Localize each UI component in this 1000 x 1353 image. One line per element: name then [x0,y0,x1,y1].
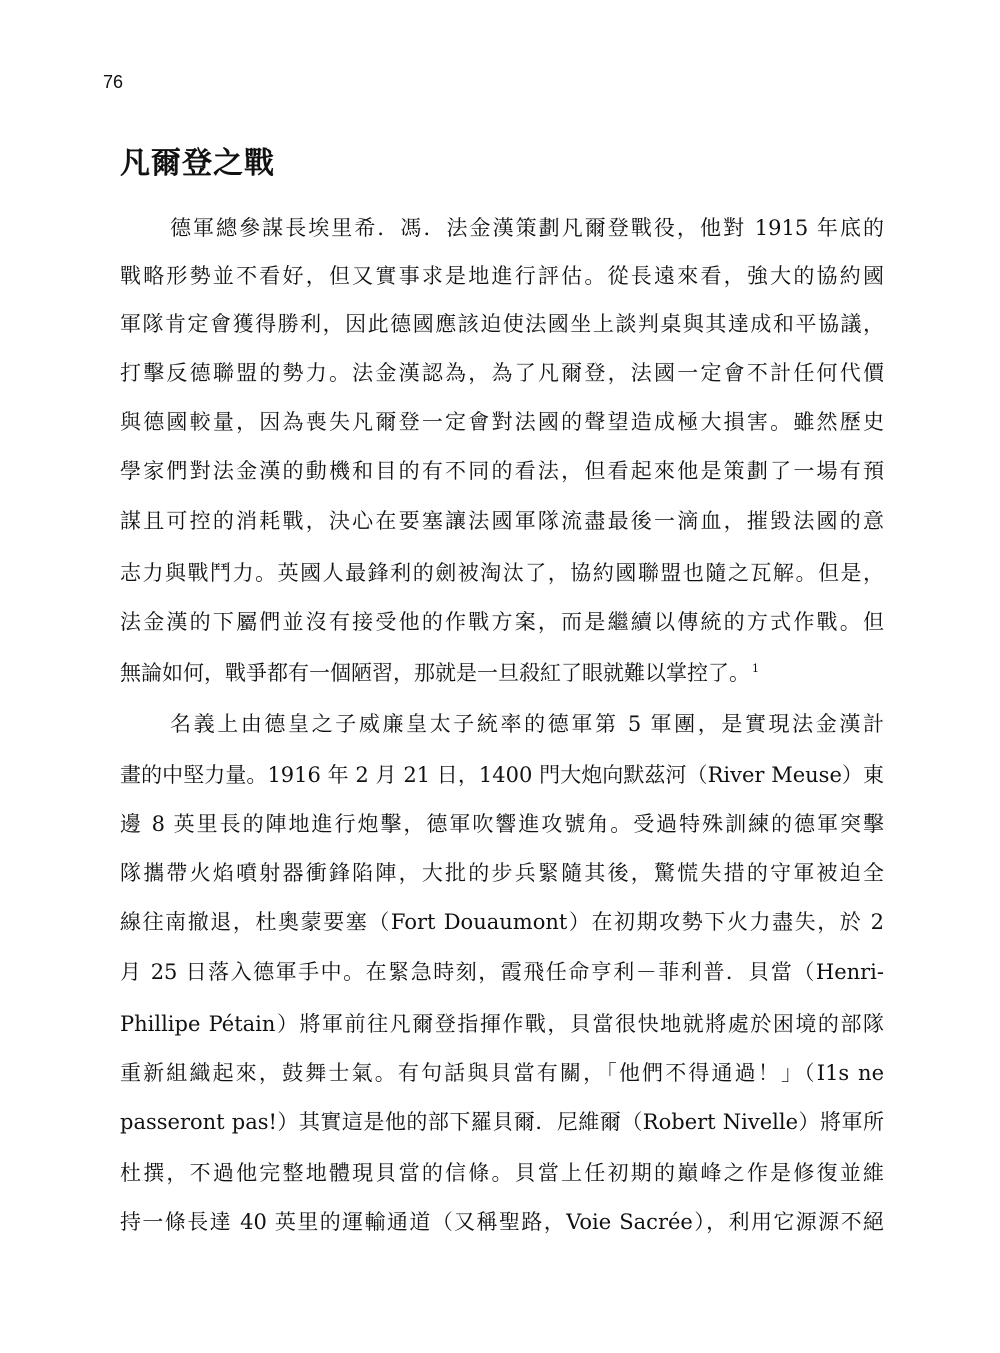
paragraph-2-line: 邊 8 英里長的陣地進行炮擊，德軍吹響進攻號角。受過特殊訓練的德軍突擊 [120,812,884,836]
paragraph-2-line: Phillipe Pétain）將軍前往凡爾登指揮作戰，貝當很快地就將處於困境的部隊 [120,1012,884,1036]
page-number: 76 [103,72,124,92]
paragraph-2-line: 線往南撤退，杜奧蒙要塞（Fort Douaumont）在初期攻勢下火力盡失，於 2 [120,910,884,934]
paragraph-2-line: 畫的中堅力量。1916 年 2 月 21 日，1400 門大炮向默茲河（River Meuse）東 [120,763,884,787]
paragraph-1-line: 打擊反德聯盟的勢力。法金漢認為，為了凡爾登，法國一定會不計任何代價 [120,361,884,385]
chapter-title: 凡爾登之戰 [120,146,275,181]
paragraph-1-line: 法金漢的下屬們並沒有接受他的作戰方案，而是繼續以傳統的方式作戰。但 [120,610,884,634]
paragraph-1-line: 德軍總參謀長埃里希．馮．法金漢策劃凡爾登戰役，他對 1915 年底的 [170,216,884,240]
footnote-marker: 1 [752,662,759,675]
paragraph-2-line: 重新組織起來，鼓舞士氣。有句話與貝當有關，「他們不得通過！」（I1s ne [120,1061,884,1085]
paragraph-1-last-line-text: 無論如何，戰爭都有一個陋習，那就是一旦殺紅了眼就難以掌控了。 [120,661,750,685]
paragraph-1-line: 學家們對法金漢的動機和目的有不同的看法，但看起來他是策劃了一場有預 [120,459,884,483]
paragraph-1-line: 志力與戰鬥力。英國人最鋒利的劍被淘汰了，協約國聯盟也隨之瓦解。但是， [120,561,884,585]
paragraph-2-line: 隊攜帶火焰噴射器衝鋒陷陣，大批的步兵緊隨其後，驚慌失措的守軍被迫全 [120,861,884,885]
paragraph-2-line: 杜撰，不過他完整地體現貝當的信條。貝當上任初期的巔峰之作是修復並維 [120,1161,884,1185]
paragraph-2-line: passeront pas!）其實這是他的部下羅貝爾．尼維爾（Robert Nivelle）將軍所 [120,1110,884,1134]
paragraph-1-line: 軍隊肯定會獲得勝利，因此德國應該迫使法國坐上談判桌與其達成和平協議， [120,312,884,336]
paragraph-1-line: 戰略形勢並不看好，但又實事求是地進行評估。從長遠來看，強大的協約國 [120,264,884,288]
paragraph-2-line: 持一條長達 40 英里的運輸通道（又稱聖路，Voie Sacrée），利用它源源不絕 [120,1210,884,1234]
paragraph-1-line: 與德國較量，因為喪失凡爾登一定會對法國的聲望造成極大損害。雖然歷史 [120,410,884,434]
paragraph-2-line: 月 25 日落入德軍手中。在緊急時刻，霞飛任命亨利－菲利普．貝當（Henri- [120,960,884,984]
paragraph-2-line: 名義上由德皇之子威廉皇太子統率的德軍第 5 軍團，是實現法金漢計 [170,712,884,736]
paragraph-1-line [120,657,884,689]
paragraph-1-line: 謀且可控的消耗戰，決心在要塞讓法國軍隊流盡最後一滴血，摧毀法國的意 [120,509,884,533]
